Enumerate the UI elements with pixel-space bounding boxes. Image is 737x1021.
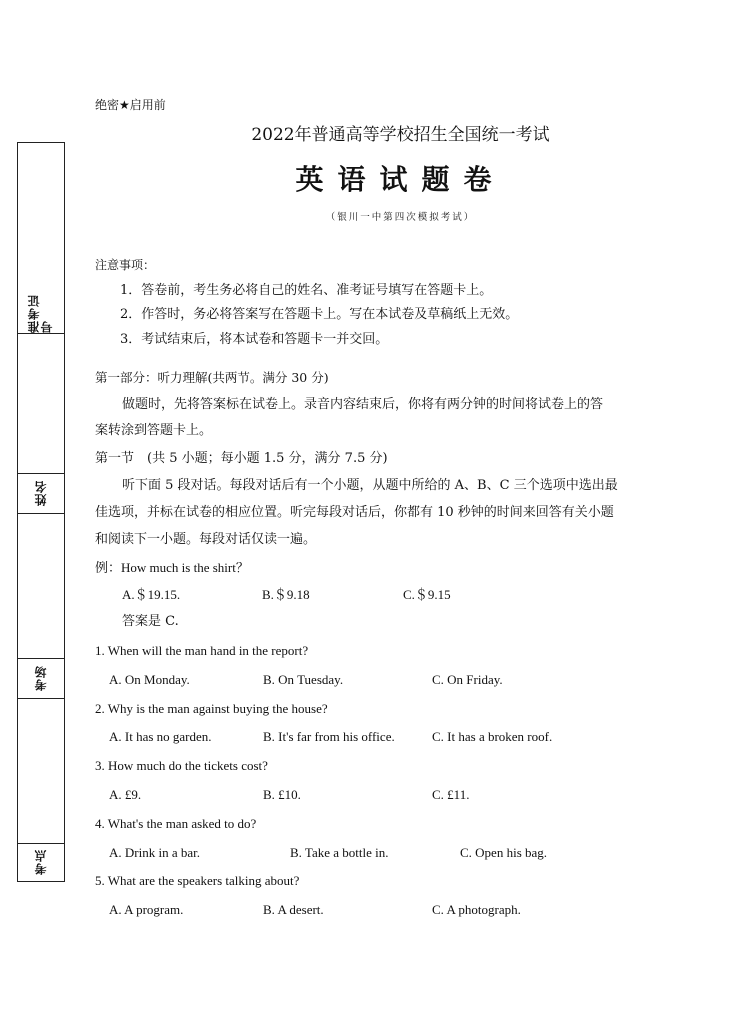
binding-column (17, 142, 65, 882)
example-answer: 答案是 C. (122, 614, 179, 629)
instruction-line: 案转涂到答题卡上。 (95, 423, 213, 438)
notice-item: 2．作答时，务必将答案写在答题卡上。写在本试卷及草稿纸上无效。 (120, 307, 519, 322)
exam-title: 2022年普通高等学校招生全国统一考试 (251, 125, 550, 145)
option-c: C. Open his bag. (460, 845, 548, 860)
option-a: A. On Monday. (109, 672, 190, 687)
binding-label-exam-site: 考点 (33, 849, 48, 875)
instruction-line: 佳选项，并标在试卷的相应位置。听完每段对话后，你都有 10 秒钟的时间来回答有关小题 (95, 505, 614, 520)
option-a: A. A program. (109, 902, 184, 917)
subtitle: （银川一中第四次模拟考试） (325, 212, 476, 223)
option-c: C. It has a broken roof. (432, 729, 553, 744)
option-b: B. Take a bottle in. (290, 845, 389, 860)
binding-label-exam-room: 考场 (33, 665, 48, 691)
example-option-c: C.＄9.15 (403, 587, 451, 602)
question-text: 5. What are the speakers talking about? (95, 873, 300, 888)
option-a: A. Drink in a bar. (109, 845, 200, 860)
instruction-line: 听下面 5 段对话。每段对话后有一个小题，从题中所给的 A、B、C 三个选项中选出最 (122, 478, 618, 493)
section-heading: 第一节 (共 5 小题；每小题 1.5 分，满分 7.5 分) (95, 451, 388, 466)
binding-divider (18, 698, 64, 699)
notice-item: 3．考试结束后，将本试卷和答题卡一并交回。 (120, 332, 389, 347)
binding-label-name: 姓名 (33, 480, 48, 506)
option-b: B. £10. (263, 787, 301, 802)
option-a: A. It has no garden. (109, 729, 212, 744)
binding-divider (18, 513, 64, 514)
option-b: B. On Tuesday. (263, 672, 344, 687)
option-a: A. £9. (109, 787, 142, 802)
example-option-a: A.＄19.15. (122, 587, 181, 602)
binding-label-ticket-number: 准考证号 (27, 294, 54, 333)
question-text: 4. What's the man asked to do? (95, 816, 257, 831)
binding-divider (18, 333, 64, 334)
example-option-b: B.＄9.18 (262, 587, 310, 602)
option-c: C. A photograph. (432, 902, 521, 917)
option-b: B. It's far from his office. (263, 729, 395, 744)
part-heading: 第一部分：听力理解(共两节。满分 30 分) (95, 370, 329, 385)
question-text: 3. How much do the tickets cost? (95, 758, 268, 773)
notice-item: 1．答卷前，考生务必将自己的姓名、准考证号填写在答题卡上。 (120, 283, 493, 298)
example-prompt: 例：How much is the shirt？ (95, 560, 249, 575)
notice-heading: 注意事项： (95, 258, 156, 272)
option-c: C. On Friday. (432, 672, 503, 687)
question-text: 1. When will the man hand in the report? (95, 643, 309, 658)
instruction-line: 和阅读下一小题。每段对话仅读一遍。 (95, 532, 317, 547)
main-title: 英语试题卷 (295, 163, 506, 196)
instruction-line: 做题时，先将答案标在试卷上。录音内容结束后，你将有两分钟的时间将试卷上的答 (122, 397, 604, 412)
option-c: C. £11. (432, 787, 470, 802)
secret-mark: 绝密★启用前 (95, 98, 166, 112)
question-text: 2. Why is the man against buying the house? (95, 701, 328, 716)
option-b: B. A desert. (263, 902, 324, 917)
